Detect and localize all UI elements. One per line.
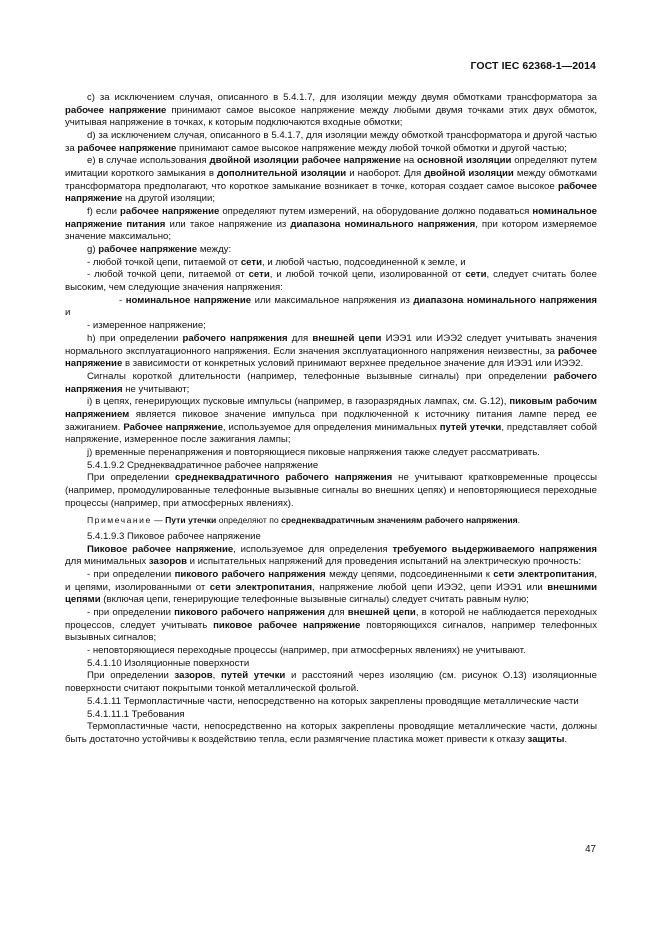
bold-term: рабочее напряжение (65, 104, 167, 116)
text-run: не учитывают; (122, 383, 190, 395)
paragraph (65, 472, 597, 510)
text-run: , и любой частью, подсоединенной к земле, и (262, 256, 466, 268)
bold-term: пиковым рабочим напряжением (65, 396, 597, 420)
bold-term: Рабочее напряжение (123, 421, 223, 433)
text-run: - неповторяющиеся переходные процессы (например, при атмосферных явлениях) не учитывают. (87, 644, 526, 656)
text-run: , представляет собой напряжение, измеренное после зажигания лампы; (65, 421, 597, 446)
paragraph (65, 206, 597, 244)
text-run: 5.4.1.9.2 Среднеквадратичное рабочее напряжение (87, 459, 319, 471)
text-run: на (400, 155, 418, 167)
text-run: При определении (87, 472, 175, 484)
text-run: является пиковое значение импульса при подключенной к источнику питания лампе перед ее зажиганием. (65, 408, 597, 433)
paragraph (65, 670, 597, 695)
paragraph (65, 295, 597, 320)
bold-term: сети (465, 269, 487, 281)
bold-term: внешней цепи (312, 332, 382, 344)
bold-term: Пиковое рабочее напряжение (87, 543, 234, 555)
text-run: ИЭЭ1 или ИЭЭ2 следует учитывать значения нормального эксплуатационного напряжения. Если значения эксплуатационного напряжения неизвестны, за (65, 332, 597, 357)
text-run: или максимальное напряжения из (251, 294, 414, 306)
paragraph (65, 569, 597, 607)
text-run: , в которой не наблюдается переходных процессов, следует учитывать (65, 606, 597, 631)
bold-term: основной изоляции (417, 155, 512, 167)
bold-term: среднеквадратичным значениям рабочего напряжения (281, 515, 518, 526)
paragraph (65, 658, 597, 671)
bold-term: сети (240, 256, 262, 268)
text-run: c) за исключением случая, описанного в 5.4.1.7, для изоляции между двумя обмотками трансформатора за (87, 92, 597, 103)
text-run: . (517, 515, 521, 526)
paragraph (65, 130, 597, 155)
text-run: принимают самое высокое напряжение между любой точкой обмотки и другой частью; (176, 142, 567, 154)
bold-term: путей утечки (439, 421, 502, 433)
text-run: определяют путем измерений, на оборудование должно подаваться (219, 205, 533, 217)
bold-term: сети электропитания (493, 568, 595, 580)
bold-term: требуемого выдерживаемого напряжения (392, 543, 597, 555)
text-run: между обмотками трансформатора предполагают, что короткое замыкание возникает в точке, которая создает самое высокое (65, 167, 597, 192)
bold-term: рабочее напряжение (98, 243, 198, 255)
text-run: определяют путем имитации короткого замыкания в (65, 155, 597, 179)
text-run: , используемое для определения минимальных (222, 421, 440, 433)
text-run: принимают самое высокое напряжение между любыми двумя точками этих двух обмоток, учитывая напряжение в точках, к которым подключаются входные обмотки; (65, 104, 598, 129)
text-run: - при определении (87, 568, 175, 580)
bold-term: сети (248, 269, 270, 281)
paragraph (65, 709, 597, 722)
text-run: (включая цепи, генерирующие телефонные вызывные сигналы) следует считать равным нулю; (100, 594, 529, 606)
text-run: для (287, 332, 313, 344)
text-run: Термопластичные части, непосредственно на которых закреплены проводящие металлические части, должны быть достаточно устойчивы к воздействию тепла, если размягчение пластика может привести к отказу (65, 721, 597, 745)
text-run: f) если (87, 205, 120, 217)
bold-term: внешними цепями (65, 581, 597, 606)
bold-term: пикового рабочего напряжения (174, 606, 325, 618)
text-run: , напряжение любой цепи ИЭЭ2, цепи ИЭЭ1 или (312, 581, 548, 593)
text-run: не учитывают кратковременные процессы (например, промодулированные телефонные вызывные сигналы во внешних цепях) и неповторяющиеся переходные процессы (например, при атмосферных явлениях). (65, 472, 597, 509)
text-run: 5.4.1.10 Изоляционные поверхности (87, 657, 250, 669)
text-run: . (564, 734, 568, 745)
paragraph (65, 696, 597, 709)
text-run: и наоборот. Для (346, 167, 425, 179)
bold-term: рабочего напряжения (65, 370, 597, 395)
text-run: - любой точкой цепи, питаемой от (87, 269, 249, 281)
text-run: определяют по (216, 515, 282, 526)
text-run: , и любой точкой цепи, изолированной от (269, 269, 466, 281)
text-run: - любой точкой цепи, питаемой от (87, 256, 241, 268)
text-run: - измеренное напряжение; (87, 320, 206, 332)
text-run: g) (87, 243, 99, 255)
paragraph (65, 721, 597, 746)
text-run: в зависимости от конкретных условий принимают верхнее предельное значение для ИЭЭ1 или ИЭЭ2. (122, 358, 584, 370)
text-run: - при определении (87, 606, 175, 618)
bold-term: зазоров (148, 556, 187, 568)
paragraph (65, 333, 597, 371)
text-run: d) за исключением случая, описанного в 5.4.1.7, для изоляции между обмоткой трансформатора и другой частью за (65, 129, 597, 154)
bold-term: Пути утечки (165, 515, 217, 526)
note-label: Примечание (87, 515, 152, 526)
paragraph (65, 92, 597, 130)
bold-term: защиты (527, 734, 565, 745)
bold-term: двойной изоляции (424, 167, 514, 179)
text-run: на другой изоляции; (122, 193, 215, 205)
text-run: , при котором измеряемое значение максимально; (65, 218, 597, 243)
paragraph (65, 396, 597, 446)
bold-term: зазоров (174, 670, 213, 682)
text-run: h) при определении (87, 332, 183, 344)
bold-term: рабочее напряжение (120, 205, 220, 217)
bold-term: рабочее напряжение (65, 180, 597, 205)
page-number: 47 (585, 844, 596, 855)
paragraph (65, 645, 597, 658)
bold-term: сети электропитания (209, 581, 313, 593)
bold-term: рабочее напряжение (65, 345, 597, 370)
text-run: повторяющихся сигналов, например телефонных вызывных сигналов; (65, 619, 598, 644)
bold-term: путей утечки (220, 670, 286, 682)
text-run: для минимальных (65, 556, 149, 568)
paragraph (65, 371, 597, 396)
document-body (65, 92, 597, 747)
bold-term: пиковое рабочее напряжение (213, 619, 361, 631)
paragraph (65, 155, 597, 205)
text-run: для (324, 606, 348, 618)
note-paragraph (65, 514, 597, 527)
standard-header: ГОСТ IEC 62368-1—2014 (470, 60, 596, 72)
text-run: — (151, 515, 166, 526)
text-run: 5.4.1.9.3 Пиковое рабочее напряжение (87, 530, 261, 542)
text-run: , следует считать более высоким, чем следующие значения напряжения: (65, 269, 597, 294)
bold-term: двойной изоляции рабочее напряжение (209, 155, 401, 167)
text-run: 5.4.1.11.1 Требования (87, 708, 185, 720)
bold-term: дополнительной изоляции (216, 167, 347, 179)
paragraph (65, 269, 597, 294)
bold-term: рабочего напряжения (182, 332, 288, 344)
text-run: или такое напряжение из (165, 218, 291, 230)
bold-term: пикового рабочего напряжения (174, 568, 326, 580)
text-run: Сигналы короткой длительности (например, телефонные вызывные сигналы) при определении (87, 370, 554, 382)
bold-term: среднеквадратичного рабочего напряжения (174, 472, 393, 484)
text-run: 5.4.1.11 Термопластичные части, непосредственно на которых закреплены проводящие металлические части (87, 695, 579, 707)
bold-term: номинальное напряжение (125, 294, 252, 306)
text-run: j) временные перенапряжения и повторяющиеся пиковые напряжения также следует рассматривать. (87, 446, 540, 458)
paragraph (65, 447, 597, 460)
text-run: - (119, 294, 126, 306)
paragraph (65, 320, 597, 333)
text-run: e) в случае использования (87, 155, 210, 167)
bold-term: диапазона номинального напряжения (290, 218, 476, 230)
text-run: i) в цепях, генерирующих пусковые импульсы (например, в газоразрядных лампах, см. G.12), (87, 396, 510, 408)
paragraph (65, 607, 597, 645)
paragraph (65, 531, 597, 544)
text-run: , (212, 670, 221, 682)
text-run: , используемое для определения (233, 543, 393, 555)
paragraph (65, 257, 597, 270)
bold-term: диапазона номинального напряжения (413, 294, 597, 306)
bold-term: внешней цепи (347, 606, 416, 618)
text-run: между: (197, 243, 232, 255)
text-run: и (65, 307, 71, 319)
text-run: , и цепями, изолированными от (65, 568, 598, 593)
text-run: и испытательных напряжений для проведения испытаний на электрическую прочность: (186, 556, 582, 568)
paragraph (65, 544, 597, 569)
bold-term: номинальное напряжение питания (65, 205, 598, 230)
text-run: между цепями, подсоединенными к (325, 568, 494, 580)
bold-term: рабочее напряжение (77, 142, 177, 154)
paragraph (65, 460, 597, 473)
paragraph (65, 244, 597, 257)
text-run: При определении (87, 670, 175, 682)
text-run: и расстояний через изоляцию (см. рисунок О.13) изоляционные поверхности считают покрытыми тонкой металлической фольгой. (65, 670, 597, 695)
